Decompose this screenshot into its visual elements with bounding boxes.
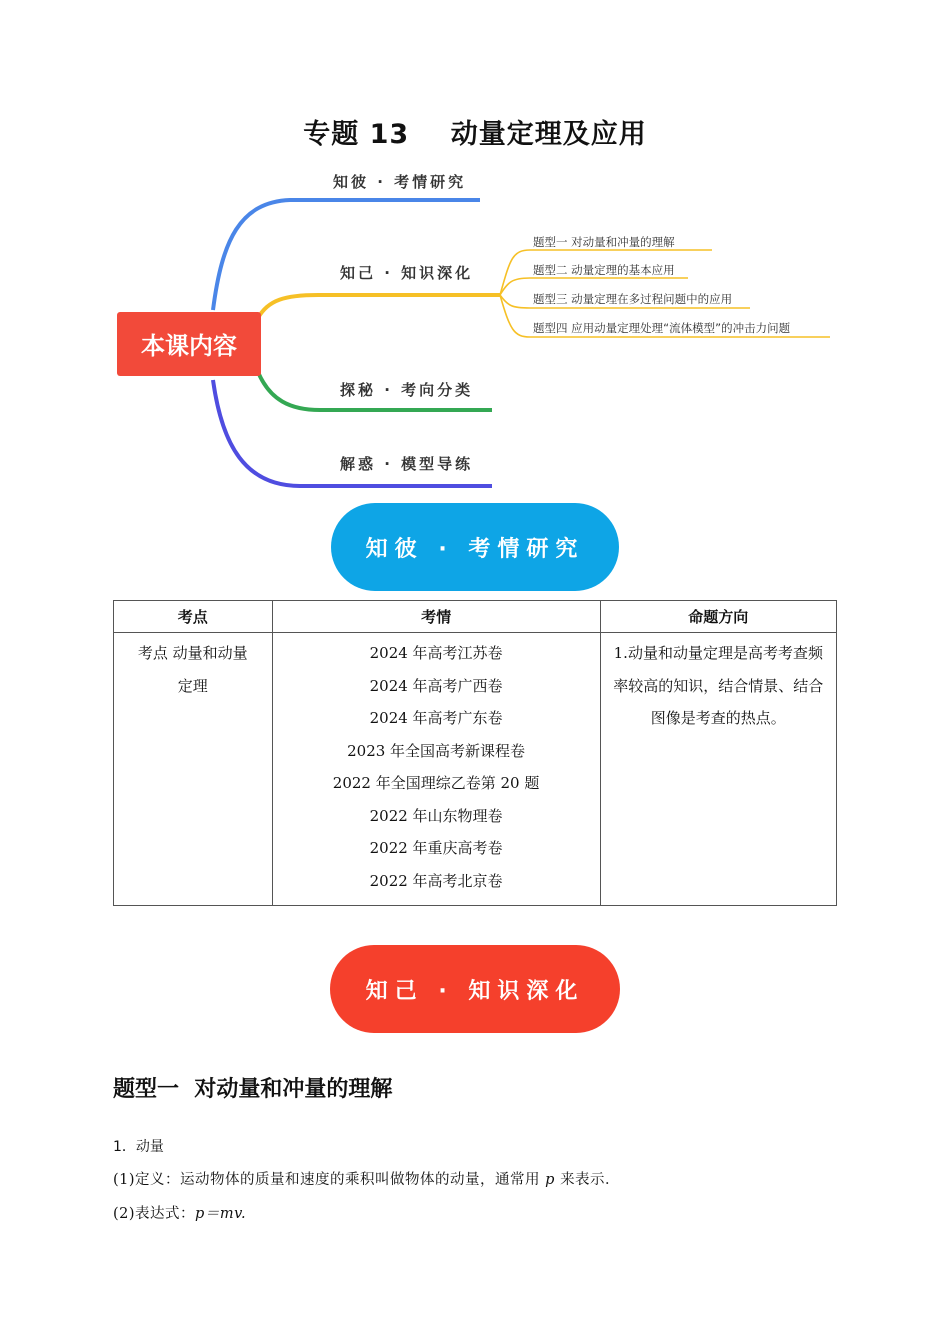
expression-formula: p＝mv.: [195, 1206, 247, 1222]
root-label: 本课内容: [141, 332, 237, 360]
banner-knowledge-deepening: 知己 · 知识深化: [330, 945, 620, 1033]
subsection-heading: 1．动量: [113, 1139, 164, 1155]
branch-label-1: 知彼 · 考情研究: [333, 173, 467, 191]
page-title: 专题 13 动量定理及应用: [303, 119, 647, 150]
section-title: 题型一 对动量和冲量的理解: [113, 1077, 393, 1102]
exam-item: 2024 年高考广西卷: [369, 676, 503, 695]
exam-item: 2022 年高考北京卷: [369, 871, 503, 890]
definition-paragraph: [113, 1168, 620, 1189]
exam-item: 2022 年全国理综乙卷第 20 题: [332, 774, 540, 792]
exam-item: 2022 年山东物理卷: [369, 806, 503, 825]
exam-item: 2023 年全国高考新课程卷: [347, 741, 526, 760]
header-direction: 命题方向: [600, 601, 836, 633]
sub-label-3: 题型三 动量定理在多过程问题中的应用: [533, 292, 733, 306]
topic-line: 考点 动量和动量: [137, 644, 248, 662]
expression-label: (2)表达式：: [113, 1206, 196, 1222]
momentum-symbol: p: [545, 1172, 555, 1188]
exam-item: 2024 年高考广东卷: [369, 709, 503, 727]
sub-label-1: 题型一 对动量和冲量的理解: [533, 235, 675, 249]
header-exams: 考情: [272, 601, 600, 633]
exam-item: 2024 年高考江苏卷: [369, 644, 503, 662]
mind-map: [0, 160, 950, 500]
exam-table: [113, 600, 837, 906]
branch-curve-2: [258, 295, 500, 318]
branch-label-3: 探秘 · 考向分类: [340, 381, 474, 399]
exams-cell: [272, 633, 600, 906]
definition-text: (1)定义：运动物体的质量和速度的乘积叫做物体的动量，通常用: [113, 1172, 541, 1188]
topic-line: 定理: [177, 676, 208, 695]
topic-cell: [114, 633, 273, 906]
table-header-row: [114, 601, 837, 633]
header-topic: 考点: [114, 601, 273, 633]
sub-label-4: 题型四 应用动量定理处理“流体模型”的冲击力问题: [533, 321, 791, 335]
definition-suffix: 来表示．: [560, 1172, 621, 1188]
table-row: [114, 633, 837, 906]
expression-paragraph: [113, 1202, 246, 1223]
direction-cell: 1.动量和动量定理是高考考查频率较高的知识，结合情景、结合图像是考查的热点。: [600, 633, 836, 906]
sub-label-2: 题型二 动量定理的基本应用: [533, 263, 675, 277]
branch-label-4: 解惑 · 模型导练: [340, 455, 474, 473]
banner-exam-research: 知彼 · 考情研究: [331, 503, 619, 591]
exam-item: 2022 年重庆高考卷: [369, 839, 503, 857]
branch-label-2: 知己 · 知识深化: [340, 264, 474, 282]
